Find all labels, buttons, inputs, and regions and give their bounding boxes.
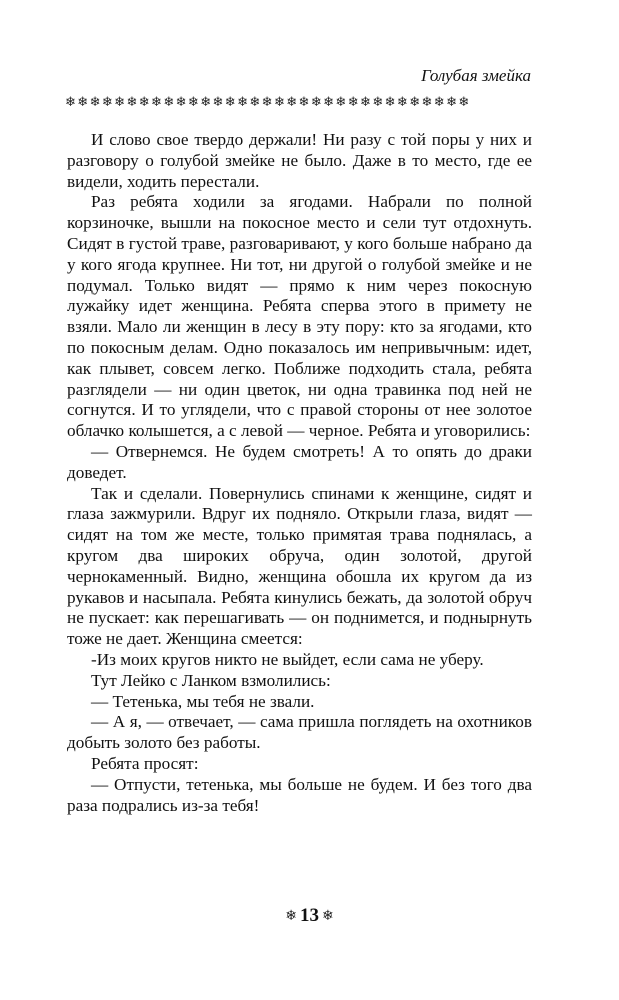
paragraph-2: Раз ребята ходили за ягодами. Набрали по полной корзиночке, вышли на покосное место и сели тут отдохнуть. Сидят в густой траве, разговаривают, у кого больше набрано да у кого ягода крупнее. Ни тот, ни другой о голубой змейке и не подумал. Только видят — прямо к ним через покосную лужайку идет женщина. Ребята сперва этого в примету не взяли. Мало ли женщин в лесу в эту пору: кто за ягодами, кто по покосным делам. Одно показалось им непривычным: идет, как плывет, совсем легко. Поближе подходить стала, ребята разглядели — ни один цветок, ни одна травинка под ней не согнутся. И то углядели, что с правой стороны от нее золотое облачко колышется, а с левой — черное. Ребята и уговорились: [67,192,532,441]
paragraph-4: Так и сделали. Повернулись спинами к женщине, сидят и глаза зажмурили. Вдруг их подняло. Открыли глаза, видят — сидят на том же месте, только примятая трава поднялась, а кругом два широких обруча, один золотой, другой чернокаменный. Видно, женщина обошла их кругом да из рукавов и насыпала. Ребята кинулись бежать, да золотой обруч не пускает: как перешагивать — он поднимется, и поднырнуть тоже не дает. Женщина смеется: [67,483,532,649]
main-text [67,130,532,816]
page-number-footer [0,904,619,929]
snowflake-ornament-rule: ❄❄❄❄❄❄❄❄❄❄❄❄❄❄❄❄❄❄❄❄❄❄❄❄❄❄❄❄❄❄❄❄❄ [65,94,471,109]
paragraph-6: Тут Лейко с Ланком взмолились: [91,670,331,690]
paragraph-3: — Отвернемся. Не будем смотреть! А то опять до драки доведет. [67,441,532,482]
paragraph-8: — А я, — отвечает, — сама пришла поглядеть на охотников добыть золото без работы. [67,712,532,753]
paragraph-9: Ребята просят: [91,753,199,773]
paragraph-10: — Отпусти, тетенька, мы больше не будем. И без того два раза подрались из-за тебя! [67,774,532,815]
paragraph-7: — Тетенька, мы тебя не звали. [91,691,315,711]
running-title: Голубая змейка [421,66,531,85]
paragraph-1: И слово свое твердо держали! Ни разу с той поры у них и разговору о голубой змейке не было. Даже в то место, где ее видели, ходить перестали. [67,130,532,191]
page-number: 13 [300,905,319,926]
snowflake-left-icon: ❄ [285,909,297,924]
paragraph-5: -Из моих кругов никто не выйдет, если сама не уберу. [91,649,484,669]
snowflake-right-icon: ❄ [322,909,334,924]
